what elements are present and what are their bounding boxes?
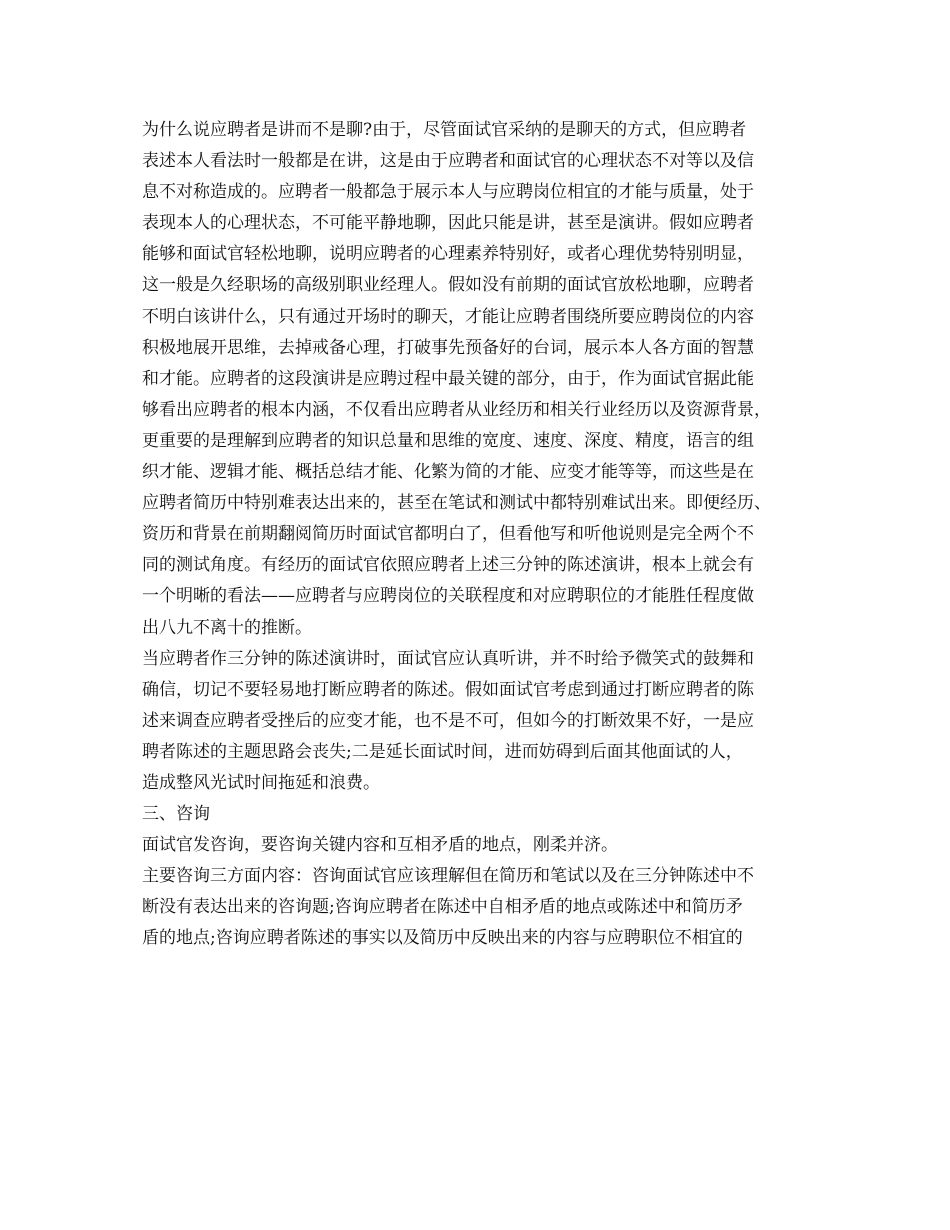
text-line: 三、咨询 (142, 804, 210, 825)
text-line: 和才能。应聘者的这段演讲是应聘过程中最关键的部分，由于，作为面试官据此能 (142, 368, 754, 389)
text-line: 盾的地点;咨询应聘者陈述的事实以及简历中反映出来的内容与应聘职位不相宜的 (142, 928, 743, 949)
text-line: 为什么说应聘者是讲而不是聊?由于，尽管面试官采纳的是聊天的方式，但应聘者 (142, 120, 747, 140)
text-line: 表述本人看法时一般都是在讲，这是由于应聘者和面试官的心理状态不对等以及信 (142, 151, 754, 172)
text-line: 一个明晰的看法——应聘者与应聘岗位的关联程度和对应聘职位的才能胜任程度做 (142, 586, 754, 607)
text-line: 断没有表达出来的咨询题;咨询应聘者在陈述中自相矛盾的地点或陈述中和简历矛 (142, 897, 743, 918)
text-line: 述来调查应聘者受挫后的应变才能，也不是不可，但如今的打断效果不好，一是应 (142, 710, 754, 731)
text-line: 造成整风光试时间拖延和浪费。 (142, 772, 380, 793)
text-line: 积极地展开思维，去掉戒备心理，打破事先预备好的台词，展示本人各方面的智慧 (142, 337, 754, 358)
text-line: 织才能、逻辑才能、概括总结才能、化繁为简的才能、应变才能等等，而这些是在 (142, 462, 754, 483)
text-line: 主要咨询三方面内容：咨询面试官应该理解但在简历和笔试以及在三分钟陈述中不 (142, 866, 754, 887)
text-line: 资历和背景在前期翻阅简历时面试官都明白了，但看他写和听他说则是完全两个不 (142, 524, 754, 545)
text-line: 够看出应聘者的根本内涵，不仅看出应聘者从业经历和相关行业经历以及资源背景， (142, 399, 771, 420)
text-line: 聘者陈述的主题思路会丧失;二是延长面试时间，进而妨碍到后面其他面试的人， (142, 741, 743, 762)
text-line: 表现本人的心理状态，不可能平静地聊，因此只能是讲，甚至是演讲。假如应聘者 (142, 213, 754, 234)
text-line: 应聘者简历中特别难表达出来的，甚至在笔试和测试中都特别难试出来。即便经历、 (142, 493, 771, 514)
text-line: 这一般是久经职场的高级别职业经理人。假如没有前期的面试官放松地聊，应聘者 (142, 275, 754, 296)
body-text (142, 115, 832, 955)
text-line: 不明白该讲什么，只有通过开场时的聊天，才能让应聘者围绕所要应聘岗位的内容 (142, 306, 754, 327)
text-line: 更重要的是理解到应聘者的知识总量和思维的宽度、速度、深度、精度，语言的组 (142, 430, 754, 451)
text-line: 出八九不离十的推断。 (142, 617, 312, 638)
text-line: 能够和面试官轻松地聊，说明应聘者的心理素养特别好，或者心理优势特别明显， (142, 244, 754, 265)
text-line: 同的测试角度。有经历的面试官依照应聘者上述三分钟的陈述演讲，根本上就会有 (142, 555, 754, 576)
text-line: 息不对称造成的。应聘者一般都急于展示本人与应聘岗位相宜的才能与质量，处于 (142, 182, 754, 203)
text-line: 面试官发咨询，要咨询关键内容和互相矛盾的地点，刚柔并济。 (142, 835, 618, 856)
text-line: 当应聘者作三分钟的陈述演讲时，面试官应认真听讲，并不时给予微笑式的鼓舞和 (142, 648, 754, 669)
text-line: 确信，切记不要轻易地打断应聘者的陈述。假如面试官考虑到通过打断应聘者的陈 (142, 679, 754, 700)
